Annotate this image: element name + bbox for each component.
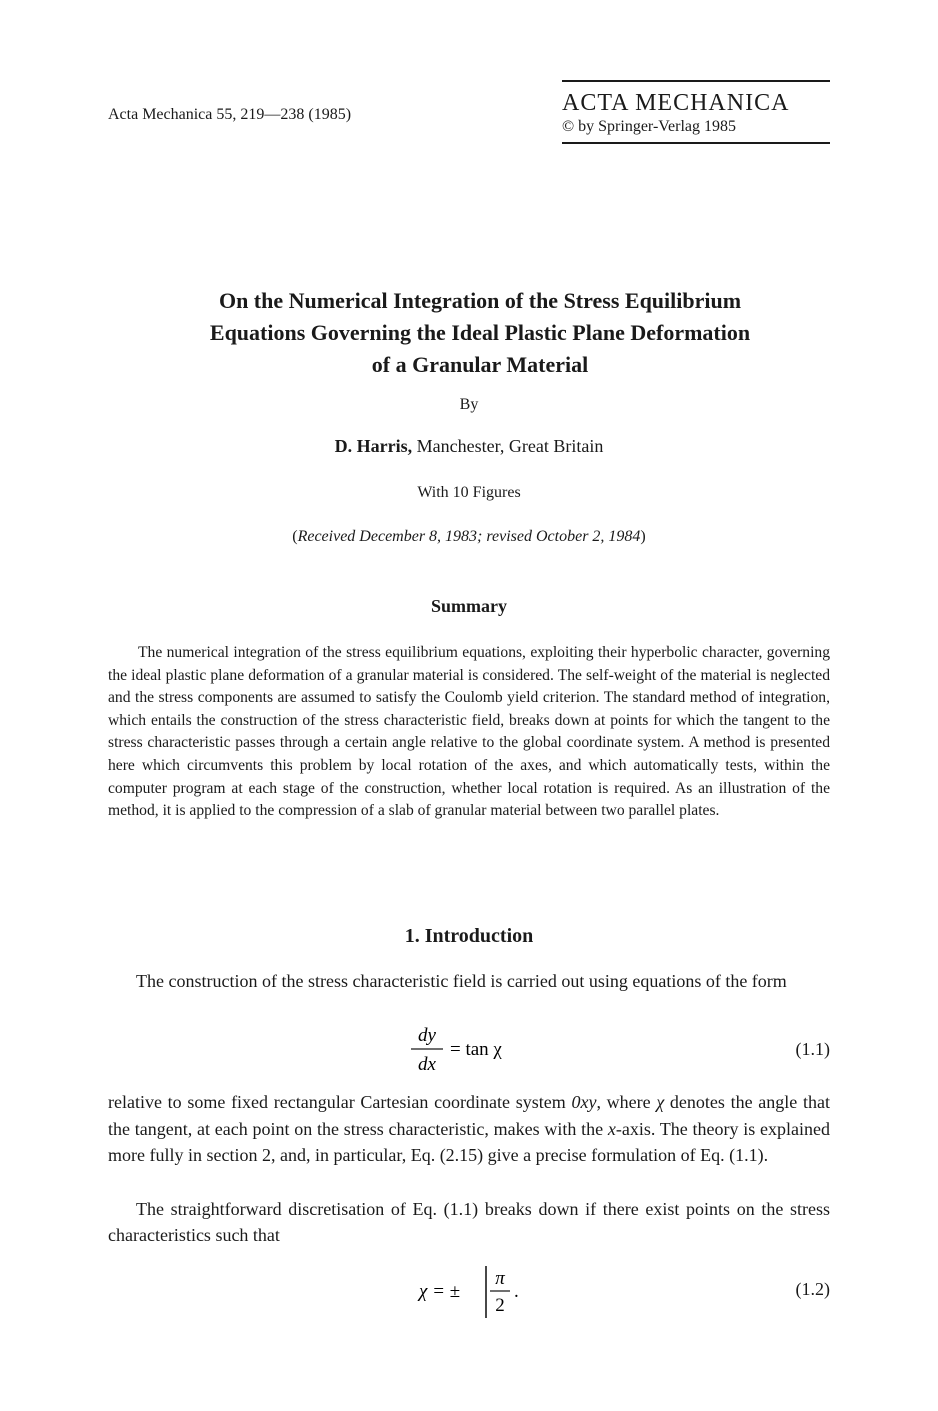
- intro-paragraph-3: The straightforward discretisation of Eq. (1.1) breaks down if there exist points on the stress characteristics such that: [108, 1199, 830, 1245]
- title-line: of a Granular Material: [371, 352, 589, 377]
- para2-part: -axis. The theory is explained more fully in section 2, and, in particular, Eq. (2.15) give a precise formulation of Eq. (1.1).: [108, 1118, 830, 1165]
- masthead-top-rule: [562, 80, 830, 82]
- copyright-notice: © by Springer-Verlag 1985: [562, 118, 737, 135]
- by-line: By: [459, 396, 479, 413]
- eq2-lhs: χ = ±: [419, 1281, 461, 1302]
- intro-paragraph-1: The construction of the stress characteristic field is carried out using equations of the form: [136, 971, 787, 991]
- journal-masthead: [562, 80, 830, 144]
- equation-number-1-2: (1.2): [795, 1279, 830, 1299]
- chi-symbol: χ: [656, 1092, 665, 1112]
- summary-heading: Summary: [431, 596, 507, 616]
- equation-1-1-svg: [405, 1020, 545, 1080]
- x-symbol: x: [607, 1118, 616, 1139]
- author-location: Manchester, Great Britain: [412, 436, 604, 456]
- title-line: Equations Governing the Ideal Plastic Plane Deformation: [209, 320, 751, 345]
- eq1-denominator: dx: [418, 1054, 436, 1075]
- figures-note: With 10 Figures: [417, 484, 521, 501]
- para2-part: relative to some fixed rectangular Cartesian coordinate system: [108, 1092, 572, 1112]
- eq1-rhs: = tan χ: [450, 1039, 502, 1060]
- para2-part: , where: [596, 1092, 657, 1112]
- equation-1-2: [415, 1262, 545, 1322]
- para2-part: denotes the angle that the tangent, at each point on the stress characteristic, makes with the: [108, 1092, 830, 1139]
- section-heading-introduction: 1. Introduction: [404, 925, 534, 947]
- equation-number-1-1: (1.1): [795, 1039, 830, 1059]
- eq2-tail: .: [514, 1281, 519, 1302]
- eq2-numerator: π: [495, 1268, 505, 1289]
- summary-text: The numerical integration of the stress equilibrium equations, exploiting their hyperbolic character, governing the ideal plastic plane deformation of a granular material is considered. The self-weight of the material is neglected and the stress components are assumed to satisfy the Coulomb yield criterion. The standard method of integration, which entails the construction of the stress characteristic field, breaks down at points for which the tangent to the stress characteristic passes through a certain angle relative to the global coordinate system. A method is presented here which circumvents this problem by local rotation of the axes, and which automatically tests, within the computer program at each stage of the construction, whether local rotation is required. As an illustration of the method, it is applied to the compression of a slab of granular material between two parallel plates.: [108, 644, 830, 820]
- journal-name: ACTA MECHANICA: [562, 90, 790, 116]
- equation-1-1: [405, 1020, 545, 1080]
- paren-open: (: [292, 528, 298, 545]
- author-line: [0, 436, 938, 457]
- eq2-denominator: 2: [495, 1295, 505, 1316]
- eq1-numerator: dy: [418, 1025, 436, 1046]
- intro-paragraph-2: [108, 1089, 830, 1169]
- article-title: [120, 285, 840, 381]
- coordinate-system-symbol: 0xy: [571, 1092, 597, 1112]
- author-name: D. Harris,: [334, 436, 413, 456]
- title-line: On the Numerical Integration of the Stress Equilibrium: [218, 288, 742, 313]
- journal-citation: Acta Mechanica 55, 219—238 (1985): [108, 106, 352, 123]
- masthead-bottom-rule: [562, 142, 830, 144]
- received-text: Received December 8, 1983; revised October 2, 1984: [297, 528, 641, 545]
- equation-1-2-svg: [415, 1262, 545, 1322]
- received-dates: [0, 528, 938, 546]
- paren-close: ): [640, 528, 646, 545]
